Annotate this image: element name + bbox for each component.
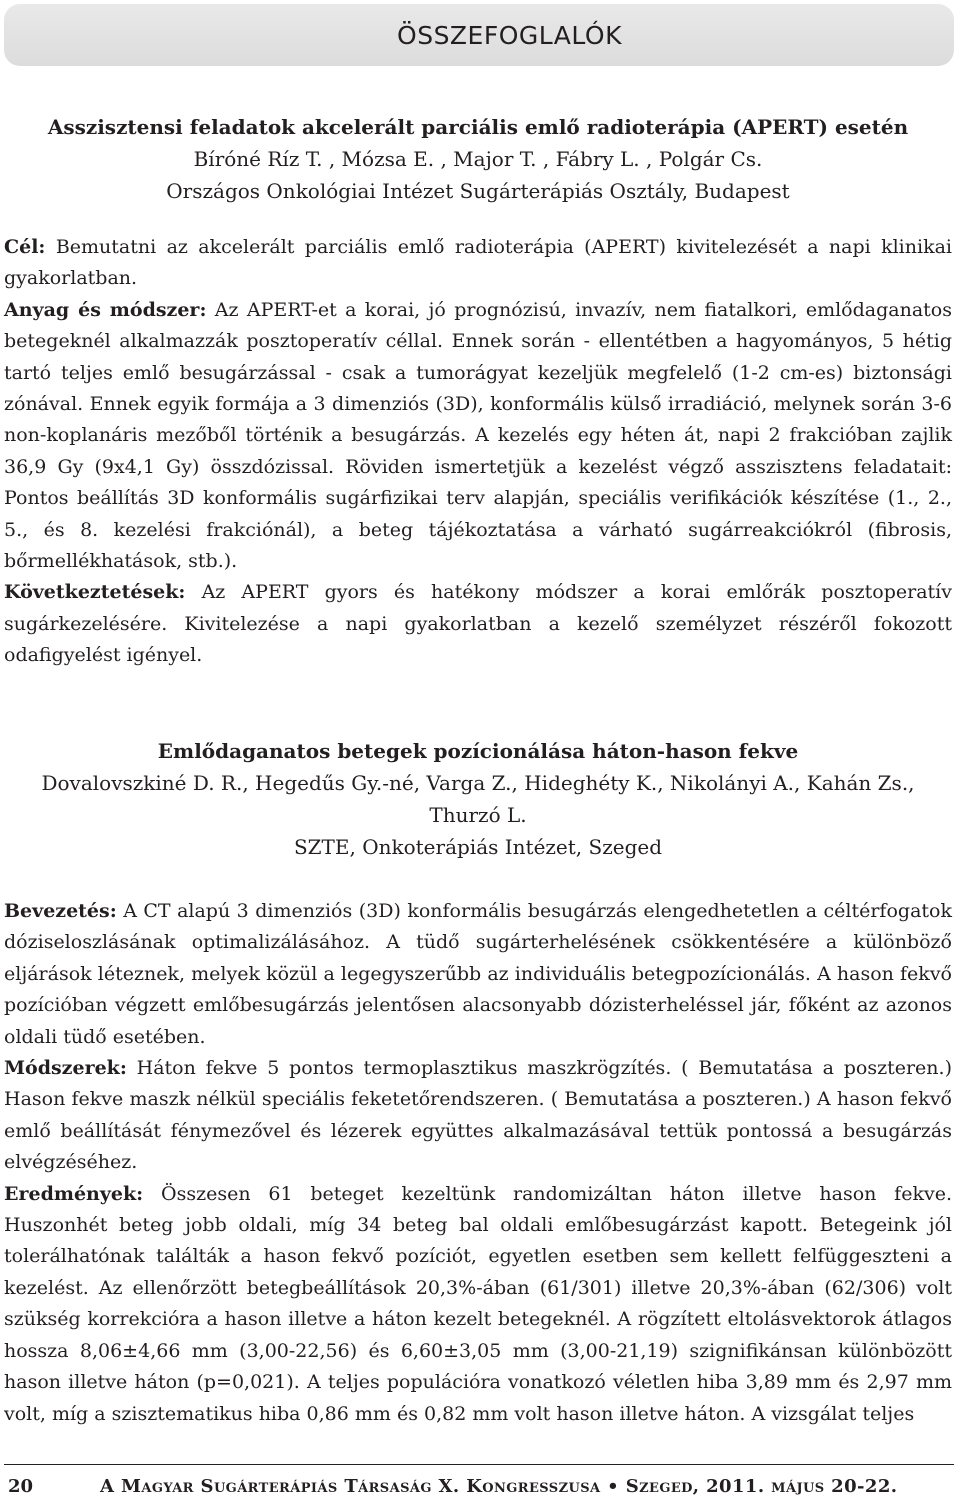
abstract-title: Emlődaganatos betegek pozícionálása háton-hason fekve [157, 739, 799, 763]
section-results [4, 1179, 952, 1430]
footer-divider [4, 1464, 954, 1465]
abstract-authors: Bíróné Ríz T. , Mózsa E. , Major T. , Fábry L. , Polgár Cs. [193, 147, 763, 171]
section-introduction [4, 896, 952, 1053]
section-text: A CT alapú 3 dimenziós (3D) konformális besugárzás elengedhetetlen a céltérfogatok dóziseloszlásának optimalizálásához. A tüdő sugárterhelésének csökkentésére a különböző eljárások léteznek, melyek közül a legegyszerűbb az individuális betegpozícionálás. A hason fekvő pozícióban végzett emlőbesugárzás jelentősen alacsonyabb dózisterheléssel jár, főként az azonos oldali tüdő esetében. [4, 900, 952, 1048]
section-methods [4, 295, 952, 578]
abstract-affiliation: Országos Onkológiai Intézet Sugárterápiás Osztály, Budapest [166, 179, 790, 203]
abstract-body [4, 232, 952, 672]
running-footer: A Magyar Sugárterápiás Társaság X. Kongresszusa • Szeged, 2011. május 20-22. [100, 1476, 898, 1497]
abstract-body [4, 896, 952, 1430]
abstract-apert [4, 111, 952, 672]
abstract-positioning [4, 735, 952, 1430]
section-text: Háton fekve 5 pontos termoplasztikus maszkrögzítés. ( Bemutatása a poszteren.) Hason fekve maszk nélkül speciális feketetőrendszeren. ( Bemutatása a poszteren.) A hason fekvő emlő beállítását fénymezővel és lézerek együttes alkalmazásával tettük pontossá a besugárzás elvégzéséhez. [4, 1057, 952, 1174]
section-label: Következtetések: [4, 581, 186, 604]
abstract-affiliation: SZTE, Onkoterápiás Intézet, Szeged [293, 835, 663, 859]
section-label: Cél: [4, 236, 46, 258]
abstract-title: Asszisztensi feladatok akcelerált parciális emlő radioterápia (APERT) esetén [47, 115, 909, 139]
section-label: Anyag és módszer: [4, 298, 207, 321]
section-text: Összesen 61 beteget kezeltünk randomizáltan háton illetve hason fekve. Huszonhét beteg jobb oldali, míg 34 beteg bal oldali emlőbesugárzást kapott. Betegeink jól tolerálhatónak találták a hason fekvő pozíciót, egyetlen esetben sem kellett felfüggeszteni a kezelést. Az ellenőrzött betegbeállítások 20,3%-ában (61/301) illetve 20,3%-ában (62/306) volt szükség korrekcióra a hason illetve a háton kezelt betegeknél. A rögzített eltolásvektorok átlagos hossza 8,06±4,66 mm (3,00-22,56) és 6,60±3,05 mm (3,00-21,19) szignifikánsan különbözött hason illetve háton (p=0,021). A teljes populációra vonatkozó véletlen hiba 3,89 mm és 2,97 mm volt, míg a szisztematikus hiba 0,86 mm és 0,82 mm volt hason illetve háton. A vizsgálat teljes [4, 1182, 952, 1425]
section-label: Módszerek: [4, 1057, 127, 1080]
section-title: ÖSSZEFOGLALÓK [397, 21, 622, 50]
page-number: 20 [8, 1476, 34, 1497]
section-label: Eredmények: [4, 1182, 144, 1205]
section-text: Bemutatni az akcelerált parciális emlő radioterápia (APERT) kivitelezését a napi klinikai gyakorlatban. [4, 236, 952, 290]
section-goal [4, 232, 952, 295]
section-conclusions [4, 577, 952, 671]
section-label: Bevezetés: [4, 900, 117, 922]
section-methods [4, 1053, 952, 1179]
section-text: Az APERT-et a korai, jó prognózisú, invazív, nem fiatalkori, emlődaganatos betegeknél alkalmazzák posztoperatív céllal. Ennek során - ellentétben a hagyományos, 5 hétig tartó teljes emlő besugárzással - csak a tumorágyat kezeljük megfelelő (1-2 cm-es) biztonsági zónával. Ennek egyik formája a 3 dimenziós (3D), konformális külső irradiáció, melynek során 3-6 non-koplanáris mezőből történik a besugárzás. A kezelés egy héten át, napi 2 frakcióban zajlik 36,9 Gy (9x4,1 Gy) összdózissal. Röviden ismertetjük a kezelést végző asszisztens feladatait: Pontos beállítás 3D konformális sugárfizikai terv alapján, speciális verifikációk készítése (1., 2., 5., és 8. kezelési frakciónál), a beteg tájékoztatása a várható sugárreakciókról (fibrosis, bőrmellékhatások, stb.). [4, 298, 952, 573]
abstract-authors: Dovalovszkiné D. R., Hegedűs Gy.-né, Varga Z., Hideghéty K., Nikolányi A., Kahán Zs., Thurzó L. [41, 771, 915, 827]
section-text: Az APERT gyors és hatékony módszer a korai emlőrák posztoperatív sugárkezelésére. Kivitelezése a napi gyakorlatban a kezelő személyzet részéről fokozott odafigyelést igényel. [4, 581, 952, 667]
